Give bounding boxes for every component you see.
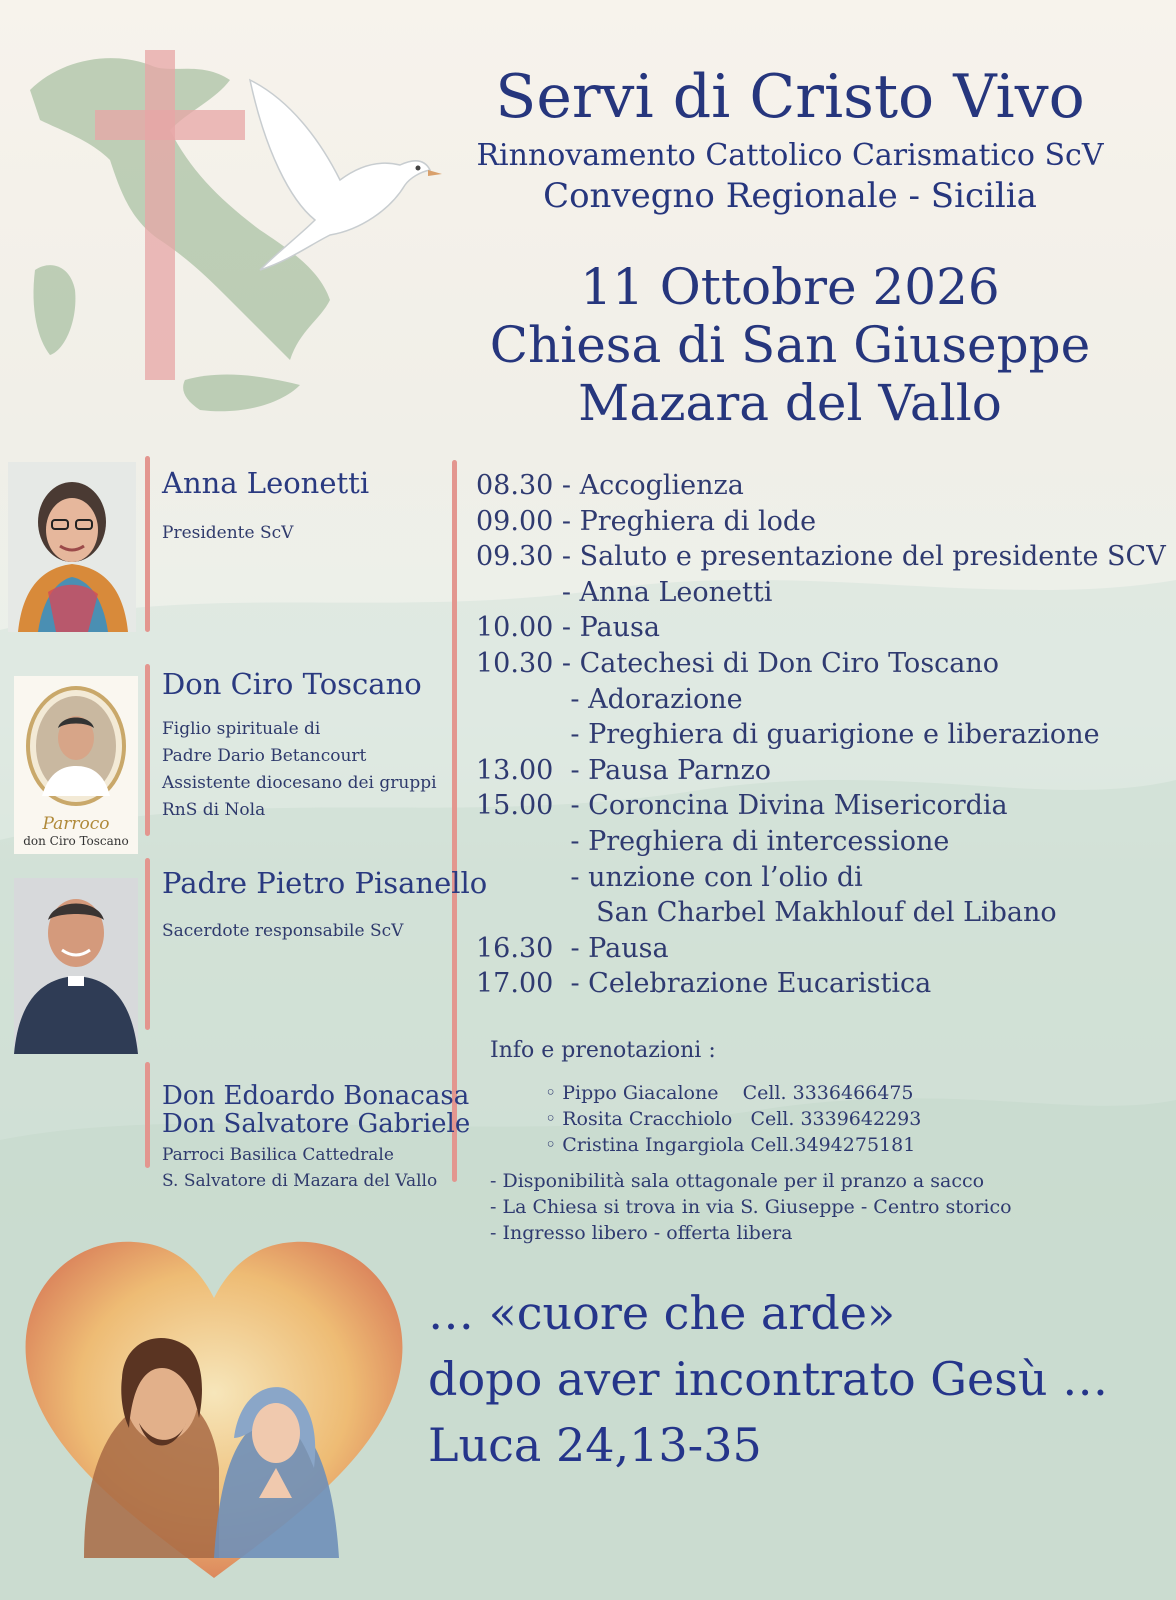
speaker-role-anna: Presidente ScV — [162, 523, 294, 543]
event-city: Mazara del Vallo — [578, 374, 1002, 432]
event-name: Convegno Regionale - Sicilia — [543, 176, 1037, 216]
speaker-divider-line — [145, 858, 150, 1030]
schedule-item: 17.00 - Celebrazione Eucaristica — [476, 968, 932, 1000]
info-title: Info e prenotazioni : — [490, 1038, 716, 1063]
speaker-name-anna: Anna Leonetti — [162, 466, 370, 500]
contact-item: ◦ Cristina Ingargiola Cell.3494275181 — [545, 1134, 916, 1156]
cross-vertical — [145, 50, 175, 380]
event-schedule — [476, 468, 1166, 1002]
quote-line-2: dopo aver incontrato Gesù … — [428, 1352, 1109, 1406]
speaker-name-salvatore: Don Salvatore Gabriele — [162, 1109, 471, 1139]
organization-subtitle: Rinnovamento Cattolico Carismatico ScV — [476, 138, 1104, 173]
quote-line-1: … «cuore che arde» — [428, 1286, 896, 1340]
schedule-item: 15.00 - Coroncina Divina Misericordia — [476, 790, 1008, 822]
schedule-item: - unzione con l’olio di — [476, 861, 863, 893]
schedule-item: 09.00 - Preghiera di lode — [476, 505, 817, 537]
speaker-divider-line — [145, 664, 150, 836]
photo-caption-parroco: Parroco — [42, 814, 110, 834]
contact-item: ◦ Pippo Giacalone Cell. 3336466475 — [545, 1082, 914, 1104]
schedule-item: 16.30 - Pausa — [476, 932, 669, 964]
speaker-name-pietro: Padre Pietro Pisanello — [162, 866, 488, 900]
avatar-don-ciro-toscano — [14, 676, 138, 854]
contact-list — [545, 1080, 921, 1158]
schedule-item: San Charbel Makhlouf del Libano — [476, 897, 1057, 929]
speaker-divider-line — [145, 456, 150, 632]
poster-title: Servi di Cristo Vivo — [495, 62, 1085, 132]
photo-caption-name: don Ciro Toscano — [23, 834, 129, 848]
schedule-item: 08.30 - Accoglienza — [476, 470, 744, 501]
speaker-name-edoardo: Don Edoardo Bonacasa — [162, 1081, 470, 1111]
note-item: - Ingresso libero - offerta libera — [490, 1222, 793, 1244]
event-venue: Chiesa di San Giuseppe — [489, 316, 1091, 374]
speaker-role-parroci-1: Parroci Basilica Cattedrale — [162, 1145, 394, 1165]
avatar-padre-pietro-pisanello — [14, 878, 138, 1054]
speaker-name-ciro: Don Ciro Toscano — [162, 667, 422, 701]
note-item: - La Chiesa si trova in via S. Giuseppe - Centro storico — [490, 1196, 1012, 1218]
schedule-item: - Adorazione — [476, 683, 743, 715]
speaker-role-ciro-3: Assistente diocesano dei gruppi — [162, 773, 437, 793]
speaker-role-parroci-2: S. Salvatore di Mazara del Vallo — [162, 1171, 438, 1191]
schedule-item: - Preghiera di guarigione e liberazione — [476, 719, 1100, 751]
speaker-role-pietro: Sacerdote responsabile ScV — [162, 921, 404, 941]
schedule-item: 09.30 - Saluto e presentazione del presidente SCV — [476, 541, 1166, 573]
notes-list — [490, 1168, 1012, 1246]
note-item: - Disponibilità sala ottagonale per il pranzo a sacco — [490, 1170, 985, 1192]
speaker-divider-line — [145, 1062, 150, 1168]
heart-jesus-mary-illustration — [14, 1228, 414, 1588]
avatar-anna-leonetti — [8, 462, 136, 632]
event-date: 11 Ottobre 2026 — [580, 258, 1000, 316]
schedule-divider-line — [452, 460, 457, 1182]
speaker-role-ciro-1: Figlio spirituale di — [162, 719, 321, 739]
schedule-item: 10.00 - Pausa — [476, 612, 660, 644]
quote-reference: Luca 24,13-35 — [428, 1418, 762, 1472]
schedule-item: 10.30 - Catechesi di Don Ciro Toscano — [476, 647, 1000, 679]
schedule-item: - Preghiera di intercessione — [476, 825, 950, 857]
schedule-item: 13.00 - Pausa Parnzo — [476, 754, 771, 786]
cross-horizontal — [95, 110, 245, 140]
contact-item: ◦ Rosita Cracchiolo Cell. 3339642293 — [545, 1108, 922, 1130]
speaker-role-ciro-4: RnS di Nola — [162, 800, 266, 820]
speaker-role-ciro-2: Padre Dario Betancourt — [162, 746, 367, 766]
schedule-item: - Anna Leonetti — [476, 576, 773, 608]
